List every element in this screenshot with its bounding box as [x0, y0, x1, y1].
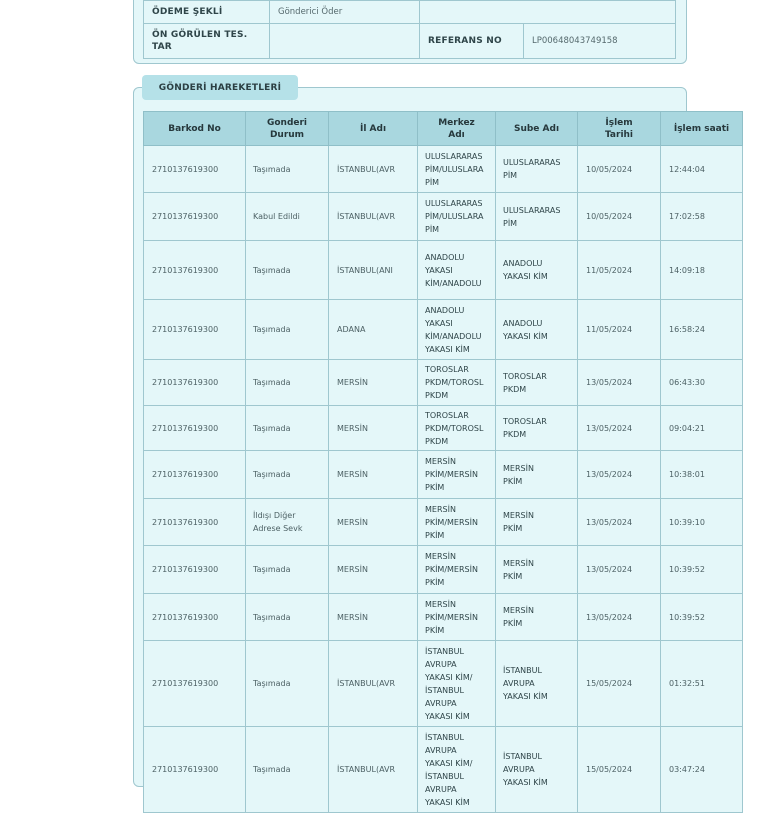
branch-cell-line: PİM — [503, 171, 518, 180]
date-cell: 13/05/2024 — [578, 360, 661, 406]
branch-cell — [496, 146, 578, 193]
table-row — [144, 300, 743, 360]
barcode-cell: 2710137619300 — [144, 241, 246, 300]
status-cell-line: Kabul Edildi — [253, 212, 300, 221]
center-cell-line: İSTANBUL — [425, 732, 464, 742]
barcode-cell: 2710137619300 — [144, 641, 246, 727]
center-cell-line: İSTANBUL — [425, 646, 464, 656]
status-cell-line: İldışı Diğer — [253, 511, 296, 520]
branch-cell — [496, 451, 578, 499]
header-date-text: Tarihi — [604, 129, 634, 140]
branch-cell-line: MERSİN — [503, 511, 534, 520]
branch-cell-line: PKİM — [503, 524, 523, 533]
date-cell: 11/05/2024 — [578, 241, 661, 300]
header-date-text: İşlem — [605, 117, 633, 128]
status-cell-line: Taşımada — [253, 470, 291, 479]
city-cell: ADANA — [329, 300, 418, 360]
city-cell: İSTANBUL(AVR — [329, 146, 418, 193]
forecast-label-line-1: ÖN GÖRÜLEN TES. — [152, 30, 248, 40]
city-cell: İSTANBUL(AVR — [329, 193, 418, 241]
header-barcode — [144, 112, 246, 146]
center-cell-line: KİM/ANADOLU — [425, 331, 482, 341]
time-cell: 03:47:24 — [661, 727, 743, 813]
payment-value: Gönderici Öder — [270, 1, 420, 24]
table-row — [144, 499, 743, 546]
status-cell-line: Taşımada — [253, 423, 291, 433]
date-cell: 13/05/2024 — [578, 406, 661, 451]
center-cell-line: PKDM/TOROSL — [425, 378, 484, 387]
status-cell — [246, 594, 329, 641]
branch-cell-line: PKİM — [503, 476, 523, 486]
date-cell: 13/05/2024 — [578, 594, 661, 641]
status-cell-line: Taşımada — [253, 325, 291, 334]
status-cell-line: Taşımada — [253, 164, 291, 174]
barcode-cell: 2710137619300 — [144, 499, 246, 546]
center-cell-line: İSTANBUL — [425, 771, 464, 781]
header-branch-text: Sube Adı — [513, 123, 560, 134]
center-cell-line: PKDM — [425, 436, 449, 446]
center-cell — [418, 360, 496, 406]
time-cell: 09:04:21 — [661, 406, 743, 451]
status-cell-line: Taşımada — [253, 612, 291, 622]
barcode-cell: 2710137619300 — [144, 193, 246, 241]
time-cell: 01:32:51 — [661, 641, 743, 727]
status-cell — [246, 727, 329, 813]
date-cell: 15/05/2024 — [578, 727, 661, 813]
status-cell-line: Taşımada — [253, 679, 291, 688]
branch-cell — [496, 594, 578, 641]
branch-cell-line: YAKASI KİM — [503, 331, 548, 341]
center-cell-line: PKDM — [425, 391, 449, 400]
header-status — [246, 112, 329, 146]
branch-cell — [496, 499, 578, 546]
header-barcode-text: Barkod No — [168, 123, 221, 134]
time-cell: 10:39:10 — [661, 499, 743, 546]
center-cell — [418, 193, 496, 241]
center-cell — [418, 146, 496, 193]
center-cell-line: PKDM/TOROSL — [425, 423, 484, 433]
barcode-cell: 2710137619300 — [144, 546, 246, 594]
branch-cell — [496, 641, 578, 727]
date-cell: 13/05/2024 — [578, 546, 661, 594]
branch-cell-line: TOROSLAR — [503, 417, 547, 426]
status-cell-line: Taşımada — [253, 765, 291, 774]
center-cell-line: PİM — [425, 177, 440, 187]
center-cell-line: YAKASI KİM/ — [425, 758, 473, 768]
city-cell: İSTANBUL(AVR — [329, 727, 418, 813]
barcode-cell: 2710137619300 — [144, 146, 246, 193]
status-cell — [246, 499, 329, 546]
branch-cell-line: PKİM — [503, 571, 523, 581]
center-cell-line: AVRUPA — [425, 784, 457, 794]
time-cell: 14:09:18 — [661, 241, 743, 300]
time-cell: 12:44:04 — [661, 146, 743, 193]
center-cell — [418, 241, 496, 300]
status-cell-line: Taşımada — [253, 565, 291, 574]
date-cell: 13/05/2024 — [578, 451, 661, 499]
time-cell: 06:43:30 — [661, 360, 743, 406]
status-cell — [246, 300, 329, 360]
center-cell-line: YAKASI — [425, 318, 453, 328]
date-cell: 10/05/2024 — [578, 193, 661, 241]
barcode-cell: 2710137619300 — [144, 406, 246, 451]
city-cell: MERSİN — [329, 594, 418, 641]
center-cell-line: PKİM/MERSİN — [425, 612, 478, 622]
header-center-text: Merkez — [438, 117, 475, 128]
branch-cell-line: AVRUPA — [503, 765, 535, 774]
status-cell-line: Taşımada — [253, 378, 291, 387]
header-center — [418, 112, 496, 146]
payment-row — [144, 1, 676, 24]
city-cell: İSTANBUL(ANI — [329, 241, 418, 300]
center-cell-line: ANADOLU — [425, 252, 465, 262]
table-row — [144, 241, 743, 300]
center-cell — [418, 641, 496, 727]
center-cell — [418, 451, 496, 499]
movements-body — [144, 146, 743, 813]
center-cell-line: ULUSLARARAS — [425, 151, 483, 161]
branch-cell-line: YAKASI KİM — [503, 692, 548, 701]
branch-cell-line: ANADOLU — [503, 259, 543, 268]
status-cell — [246, 193, 329, 241]
header-branch — [496, 112, 578, 146]
table-row — [144, 546, 743, 594]
center-cell-line: PKİM/MERSİN — [425, 565, 478, 574]
status-cell — [246, 641, 329, 727]
header-status-text: Durum — [269, 129, 305, 140]
branch-cell — [496, 241, 578, 300]
table-row — [144, 146, 743, 193]
branch-cell — [496, 406, 578, 451]
center-cell — [418, 594, 496, 641]
branch-cell-line: ULUSLARARAS — [503, 158, 561, 167]
center-cell-line: AVRUPA — [425, 698, 457, 708]
branch-cell — [496, 727, 578, 813]
table-row — [144, 641, 743, 727]
payment-label: ÖDEME ŞEKLİ — [144, 1, 270, 24]
center-cell-line: YAKASI KİM — [425, 797, 470, 807]
branch-cell-line: YAKASI KİM — [503, 272, 548, 281]
center-cell-line: PKİM — [425, 530, 445, 540]
payment-empty-cell — [420, 1, 676, 24]
branch-cell — [496, 546, 578, 594]
center-cell-line: YAKASI KİM — [425, 344, 470, 354]
barcode-cell: 2710137619300 — [144, 594, 246, 641]
forecast-label — [144, 24, 270, 59]
city-cell: MERSİN — [329, 546, 418, 594]
center-cell-line: PKİM/MERSİN — [425, 517, 478, 527]
branch-cell-line: ANADOLU — [503, 318, 543, 328]
center-cell-line: MERSİN — [425, 599, 456, 609]
table-row — [144, 406, 743, 451]
barcode-cell: 2710137619300 — [144, 360, 246, 406]
header-date — [578, 112, 661, 146]
branch-cell — [496, 360, 578, 406]
barcode-cell: 2710137619300 — [144, 727, 246, 813]
table-row — [144, 193, 743, 241]
branch-cell-line: PKİM — [503, 619, 523, 628]
center-cell-line: ULUSLARARAS — [425, 199, 483, 208]
table-row — [144, 727, 743, 813]
center-cell-line: AVRUPA — [425, 745, 457, 755]
center-cell-line: MERSİN — [425, 457, 456, 466]
center-cell-line: TOROSLAR — [425, 365, 469, 374]
reference-value: LP00648043749158 — [524, 24, 676, 59]
date-cell: 11/05/2024 — [578, 300, 661, 360]
city-cell: İSTANBUL(AVR — [329, 641, 418, 727]
time-cell: 16:58:24 — [661, 300, 743, 360]
center-cell-line: İSTANBUL — [425, 685, 464, 695]
center-cell-line: KİM/ANADOLU — [425, 278, 482, 288]
branch-cell-line: MERSİN — [503, 463, 534, 473]
center-cell — [418, 546, 496, 594]
time-cell: 10:39:52 — [661, 546, 743, 594]
forecast-value — [270, 24, 420, 59]
center-cell-line: MERSİN — [425, 504, 456, 514]
branch-cell-line: PKDM — [503, 384, 527, 394]
city-cell: MERSİN — [329, 360, 418, 406]
branch-cell-line: ULUSLARARAS — [503, 205, 561, 215]
movements-header-row — [144, 112, 743, 146]
shipment-info-table — [143, 0, 676, 59]
time-cell: 17:02:58 — [661, 193, 743, 241]
center-cell-line: PİM/ULUSLARA — [425, 212, 484, 221]
date-cell: 15/05/2024 — [578, 641, 661, 727]
center-cell-line: PİM/ULUSLARA — [425, 164, 484, 174]
status-cell — [246, 241, 329, 300]
status-cell-line: Taşımada — [253, 265, 291, 275]
city-cell: MERSİN — [329, 451, 418, 499]
header-time-text: İşlem saati — [673, 123, 730, 134]
header-time — [661, 112, 743, 146]
branch-cell — [496, 193, 578, 241]
center-cell-line: PKİM — [425, 578, 445, 587]
movements-table — [143, 111, 743, 813]
time-cell: 10:38:01 — [661, 451, 743, 499]
table-row — [144, 594, 743, 641]
center-cell-line: YAKASI KİM — [425, 711, 470, 721]
center-cell-line: PKİM — [425, 483, 445, 492]
branch-cell-line: MERSİN — [503, 558, 534, 568]
reference-label: REFERANS NO — [420, 24, 524, 59]
header-city — [329, 112, 418, 146]
date-cell: 13/05/2024 — [578, 499, 661, 546]
header-center-text: Adı — [448, 129, 465, 140]
status-cell — [246, 146, 329, 193]
branch-cell-line: PKDM — [503, 430, 527, 439]
center-cell-line: TOROSLAR — [425, 410, 469, 420]
status-cell — [246, 406, 329, 451]
center-cell-line: MERSİN — [425, 552, 456, 561]
date-cell: 10/05/2024 — [578, 146, 661, 193]
branch-cell-line: PİM — [503, 218, 518, 228]
status-cell-line: Adrese Sevk — [253, 524, 303, 533]
city-cell: MERSİN — [329, 406, 418, 451]
branch-cell-line: YAKASI KİM — [503, 778, 548, 787]
barcode-cell: 2710137619300 — [144, 451, 246, 499]
center-cell-line: AVRUPA — [425, 659, 457, 669]
center-cell — [418, 300, 496, 360]
movements-title: GÖNDERİ HAREKETLERİ — [142, 75, 298, 100]
center-cell — [418, 727, 496, 813]
branch-cell-line: AVRUPA — [503, 679, 535, 688]
center-cell-line: YAKASI KİM/ — [425, 672, 473, 682]
status-cell — [246, 546, 329, 594]
status-cell — [246, 360, 329, 406]
table-row — [144, 451, 743, 499]
header-city-text: İl Adı — [359, 123, 387, 134]
forecast-label-line-2: TAR — [152, 42, 172, 52]
reference-row — [144, 24, 676, 59]
center-cell — [418, 499, 496, 546]
branch-cell-line: İSTANBUL — [503, 752, 542, 761]
header-status-text: Gonderi — [266, 117, 308, 128]
center-cell-line: ANADOLU — [425, 305, 465, 315]
center-cell-line: PKİM/MERSİN — [425, 470, 478, 479]
center-cell — [418, 406, 496, 451]
city-cell: MERSİN — [329, 499, 418, 546]
branch-cell-line: MERSİN — [503, 606, 534, 615]
center-cell-line: PİM — [425, 225, 440, 234]
time-cell: 10:39:52 — [661, 594, 743, 641]
center-cell-line: PKİM — [425, 625, 445, 635]
branch-cell-line: İSTANBUL — [503, 666, 542, 675]
table-row — [144, 360, 743, 406]
status-cell — [246, 451, 329, 499]
branch-cell — [496, 300, 578, 360]
barcode-cell: 2710137619300 — [144, 300, 246, 360]
branch-cell-line: TOROSLAR — [503, 371, 547, 381]
center-cell-line: YAKASI — [425, 265, 453, 275]
